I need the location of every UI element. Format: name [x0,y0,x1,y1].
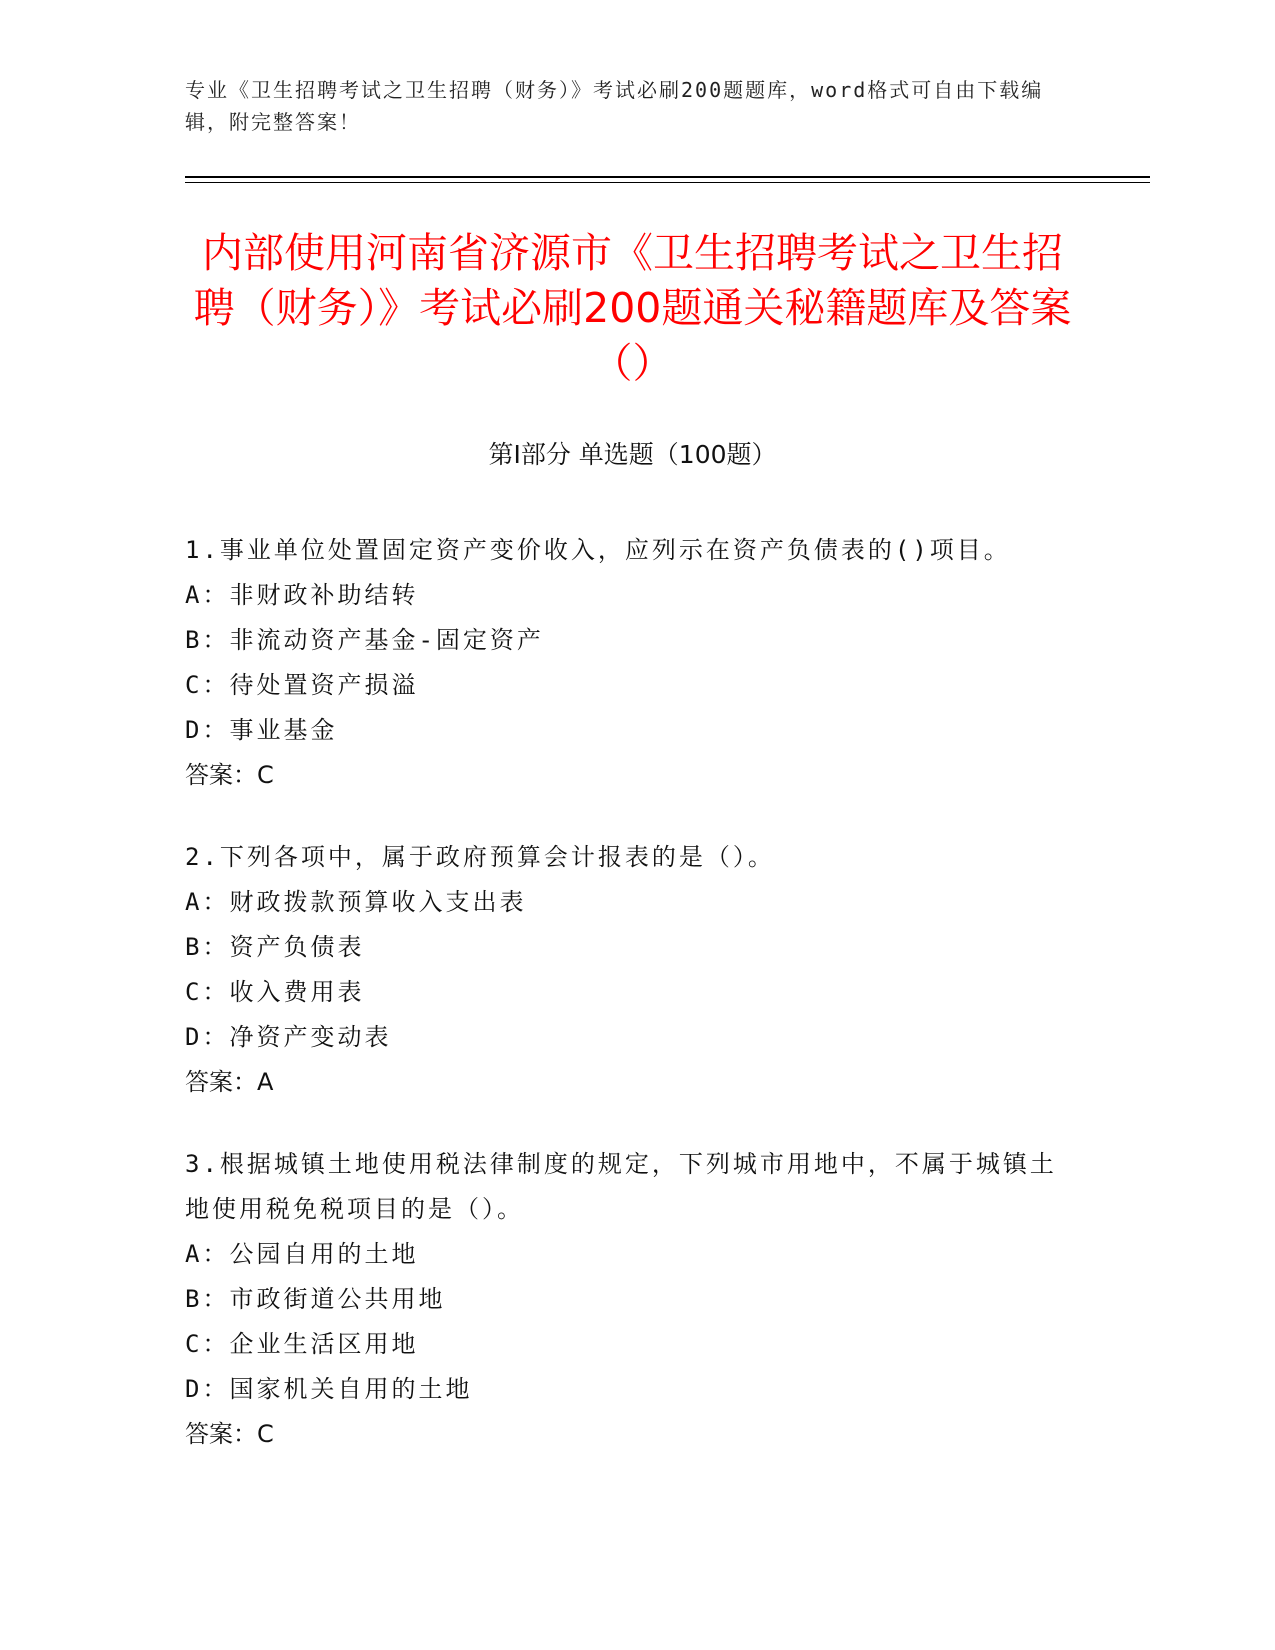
question-1 [185,528,1065,798]
question-3 [185,1142,1065,1457]
answer: 答案：A [185,1068,274,1096]
option-d: D：事业基金 [185,716,338,744]
option-b: B：市政街道公共用地 [185,1285,446,1313]
option-a: A：非财政补助结转 [185,581,419,609]
header-divider-thin [185,182,1150,183]
option-c: C：收入费用表 [185,978,365,1006]
option-c: C：待处置资产损溢 [185,671,419,699]
option-d: D：国家机关自用的土地 [185,1375,473,1403]
header-divider-thick [185,176,1150,178]
question-stem: 2.下列各项中，属于政府预算会计报表的是（）。 [185,843,775,871]
question-2 [185,835,1065,1105]
option-a: A：公园自用的土地 [185,1240,419,1268]
section-heading: 第Ⅰ部分 单选题（100题） [488,440,777,469]
option-d: D：净资产变动表 [185,1023,392,1051]
header-note: 专业《卫生招聘考试之卫生招聘（财务）》考试必刷200题题库，word格式可自由下载编辑，附完整答案！ [185,78,1044,134]
question-stem: 3.根据城镇土地使用税法律制度的规定，下列城市用地中，不属于城镇土地使用税免税项目的是（）。 [185,1150,1057,1223]
question-list [185,528,1065,1494]
answer: 答案：C [185,761,274,789]
option-b: B：非流动资产基金-固定资产 [185,626,544,654]
document-title: 内部使用河南省济源市《卫生招聘考试之卫生招聘（财务）》考试必刷200题通关秘籍题库及答案（） [193,229,1072,387]
option-a: A：财政拨款预算收入支出表 [185,888,527,916]
option-c: C：企业生活区用地 [185,1330,419,1358]
answer: 答案：C [185,1420,274,1448]
question-stem: 1.事业单位处置固定资产变价收入，应列示在资产负债表的()项目。 [185,536,1011,564]
option-b: B：资产负债表 [185,933,365,961]
